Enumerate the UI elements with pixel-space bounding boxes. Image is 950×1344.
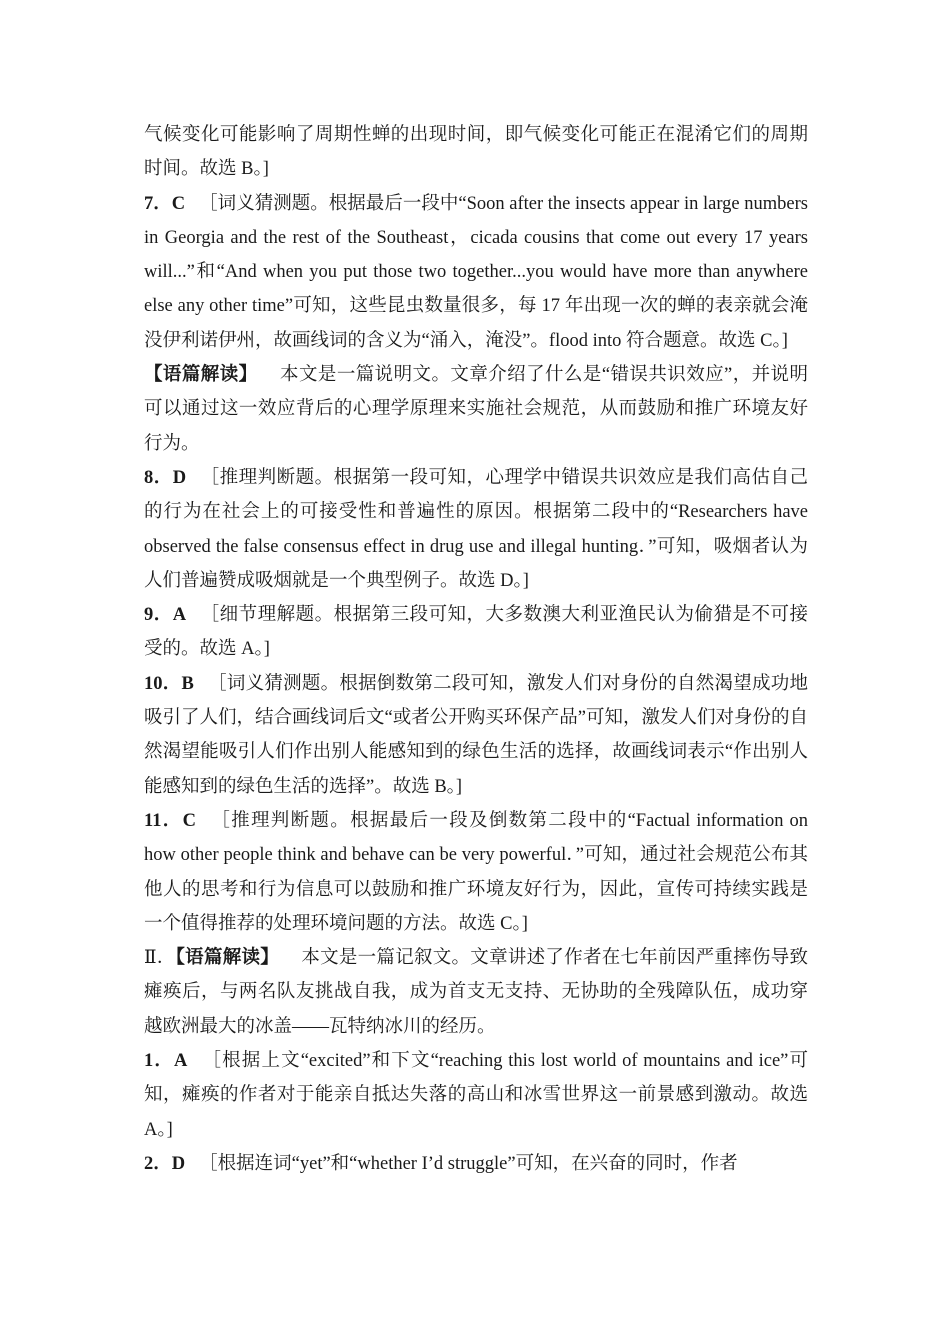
question-number: 7． (144, 193, 172, 214)
answer-item-7 (144, 187, 808, 358)
answer-letter: D (171, 1153, 186, 1174)
passage-analysis-paragraph (144, 358, 808, 461)
explanation-paragraph-continued (144, 118, 808, 187)
answer-item-9 (144, 598, 808, 667)
question-number: 11． (144, 810, 183, 831)
question-number: 2． (144, 1153, 172, 1174)
answer-letter: A (174, 1051, 188, 1072)
explanation-text: ［细节理解题。根据第三段可知，大多数澳大利亚渔民认为偷猎是不可接受的。故选 A。] (144, 605, 808, 660)
explanation-text: ［词义猜测题。根据倒数第二段可知，激发人们对身份的自然渴望成功地吸引了人们，结合画线词后文“或者公开购买环保产品”可知，激发人们对身份的自然渴望能吸引人们作出别人能感知到的绿色生活的选择，故画线词表示“作出别人能感知到的绿色生活的选择”。故选 B。] (144, 673, 808, 797)
paragraph-text: 气候变化可能影响了周期性蝉的出现时间，即气候变化可能正在混淆它们的周期时间。故选 B。] (144, 125, 808, 180)
answer-letter: A (172, 605, 187, 626)
explanation-text: ［推理判断题。根据第一段可知，心理学中错误共识效应是我们高估自己的行为在社会上的可接受性和普遍性的原因。根据第二段中的“Researchers have observed the false consensus effect in drug use and illegal hunting．”可知，吸烟者认为人们普遍赞成吸烟就是一个典型例子。故选 D。] (144, 467, 808, 591)
section-number: Ⅱ． (144, 948, 176, 969)
answer-explanations (144, 118, 808, 1181)
question-number: 8． (144, 467, 173, 488)
question-number: 10． (144, 673, 182, 694)
answer-item-8 (144, 461, 808, 598)
answer-letter: C (182, 810, 196, 831)
passage-analysis-tag: 【语篇解读】 (144, 365, 258, 386)
answer-item-11 (144, 804, 808, 941)
answer-letter: B (181, 673, 194, 694)
answer-letter: D (172, 467, 187, 488)
explanation-text: ［词义猜测题。根据最后一段中“Soon after the insects appear in large numbers in Georgia and the rest of the Southeast，cicada cousins that come out every 17 years will...”和“And when you put those two together...you would have more than anywhere else any other time”可知，这些昆虫数量很多，每 17 年出现一次的蝉的表亲就会淹没伊利诺伊州，故画线词的含义为“涌入，淹没”。flood into 符合题意。故选 C。] (144, 193, 808, 351)
passage-analysis-text: 本文是一篇说明文。文章介绍了什么是“错误共识效应”，并说明可以通过这一效应背后的心理学原理来实施社会规范，从而鼓励和推广环境友好行为。 (144, 365, 808, 454)
passage-analysis-tag: 【语篇解读】 (175, 948, 280, 969)
explanation-text: ［推理判断题。根据最后一段及倒数第二段中的“Factual information on how other people think and behave can be very powerful．”可知，通过社会规范公布其他人的思考和行为信息可以鼓励和推广环境友好行为，因此，宣传可持续实践是一个值得推荐的处理环境问题的方法。故选 C。] (144, 810, 808, 934)
section-2-passage-analysis (144, 941, 808, 1044)
answer-item-2 (144, 1147, 808, 1181)
answer-letter: C (171, 193, 186, 214)
question-number: 9． (144, 605, 173, 626)
answer-item-1 (144, 1044, 808, 1147)
explanation-text: ［根据上文“excited”和下文“reaching this lost world of mountains and ice”可知，瘫痪的作者对于能亲自抵达失落的高山和冰雪世界这一前景感到激动。故选 A。] (144, 1051, 808, 1140)
answer-item-10 (144, 667, 808, 804)
question-number: 1． (144, 1051, 175, 1072)
explanation-text: ［根据连词“yet”和“whether I’d struggle”可知，在兴奋的同时，作者 (199, 1153, 738, 1174)
passage-analysis-text: 本文是一篇记叙文。文章讲述了作者在七年前因严重摔伤导致瘫痪后，与两名队友挑战自我，成为首支无支持、无协助的全残障队伍，成功穿越欧洲最大的冰盖——瓦特纳冰川的经历。 (144, 948, 808, 1037)
